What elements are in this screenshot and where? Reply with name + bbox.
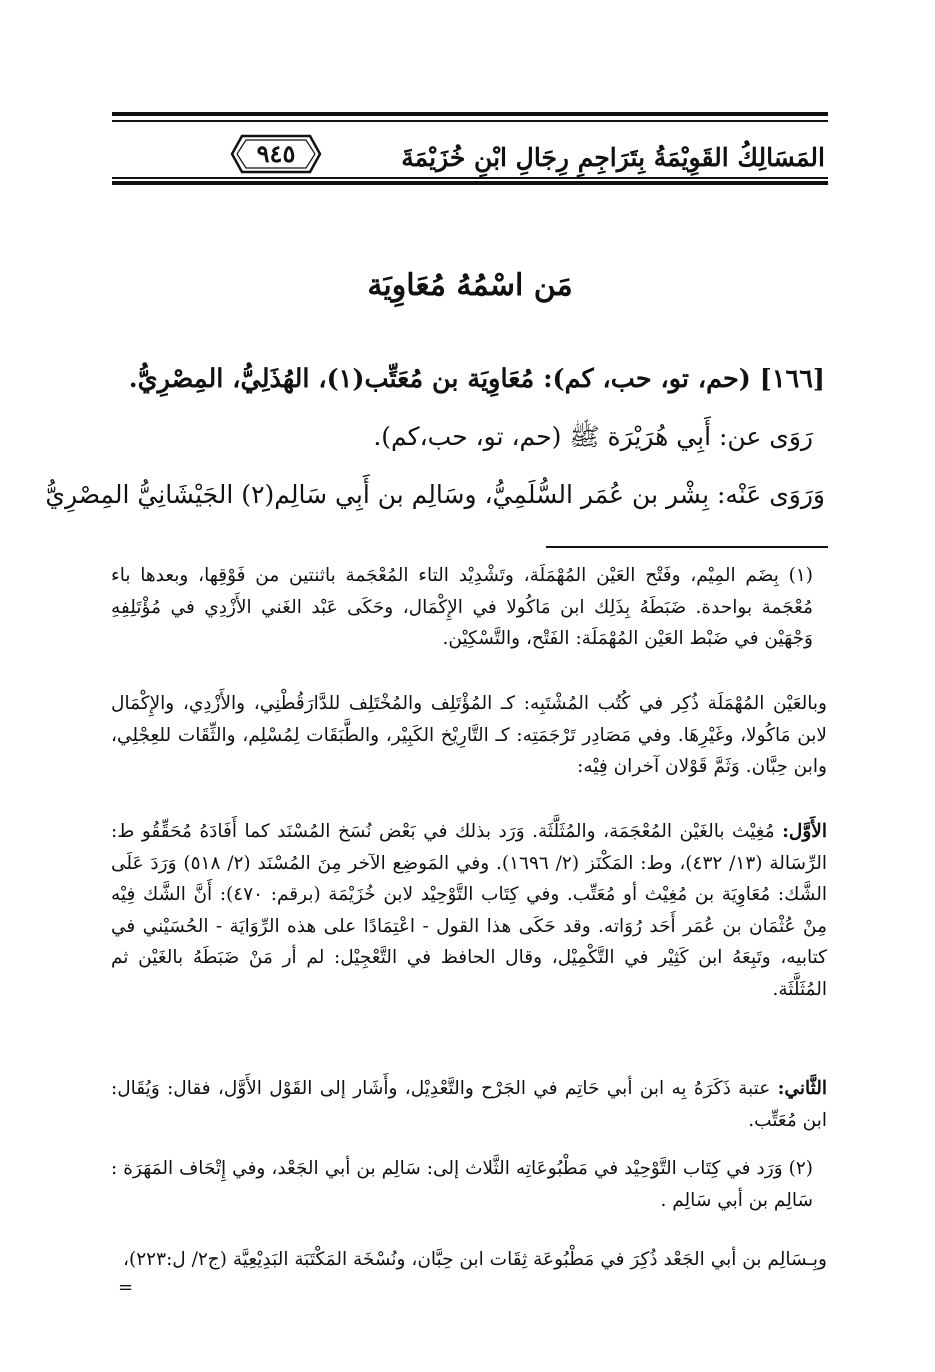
continuation-mark: = (118, 1277, 134, 1298)
section-title: مَن اسْمُهُ مُعَاوِيَة (367, 268, 573, 303)
header-rule-top-thick (112, 112, 828, 116)
footnote-1-part-4 (111, 1073, 827, 1136)
footnote-2-part-2 (111, 1244, 827, 1276)
footnote-label: الأَوَّل: (782, 821, 827, 842)
header-rule-top-thin (112, 120, 828, 122)
footnote-text: عتبة ذَكَرَهُ بِه ابن أبي حَاتِم في الجَرْح والتَّعْدِيْل، وأَشَار إلى القَوْل الأَوَّل، فقال: وَيُقَال: ابن مُعَتِّب. (111, 1078, 827, 1131)
footnote-separator (546, 546, 828, 548)
entry-narrated-by-line: وَرَوَى عَنْه: بِشْر بن عُمَر السُّلَمِيُّ، وسَالِم بن أَبِي سَالِم(٢) الجَيْشَانِيُّ المِصْرِيُّ (45, 480, 825, 509)
page-number: ٩٤٥ (256, 139, 296, 168)
header-rule-bottom-thick (112, 181, 828, 185)
footnote-text: وبالعَيْن المُهْمَلَة ذُكِر في كُتُب المُشْتَبِه: كـ المُؤْتَلِف والمُخْتَلِف للدَّارَقُطْنِي، والأَزْدِي، والإِكْمَال لابن مَاكُولا، وغَيْرِهَا. وفي مَصَادِر تَرْجَمَتِه: كـ التَّارِيْخ الكَبِيْر، والطَّبَقَات لِمُسْلِم، والثِّقَات للعِجْلِي، وابن حِبَّان. وَثَمَّ قَوْلان آخران فِيْه: (111, 693, 827, 777)
footnote-text: مُغِيْث بالغَيْن المُعْجَمَة، والمُثَلَّثَة. وَرَد بذلك في بَعْض نُسَخ المُسْنَد كما أَفَادَهُ مُحَقِّقُو ط: الرِّسَالة (١٣/ ٤٣٢)، وط: المَكْنَز (٢/ ١٦٩٦). وفي المَوضِع الآخر مِنَ المُسْنَد (٢/ ٥١٨) وَرَدَ عَلَى الشَّك: مُعَاوِيَة بن مُغِيْث أو مُعَتِّب. وفي كِتَاب التَّوْحِيْد لابن خُزَيْمَة (برقم: ٤٧٠): أَنَّ الشَّك فِيْه مِنْ عُثْمَان بن عُمَر أَحَد رُوَاته. وقد حَكَى هذا القول - اعْتِمَادًا على هذه الرِّوَايَة - الحُسَيْني في كتابيه، وتَبِعَهُ ابن كَثِيْر في التَّكْمِيْل، وقال الحافظ في التَّعْجِيْل: لم أر مَنْ ضَبَطَهُ بالغَيْن ثم المُثَلَّثَة. (111, 821, 828, 1000)
footnote-text: وبِـسَالِم بن أبي الجَعْد ذُكِرَ في مَطْبُوعَة ثِقَات ابن حِبَّان، ونُسْخَة المَكْتَبَة البَدِيْعِيَّة (ج٢/ ل:٢٢٣)، (123, 1249, 827, 1270)
footnote-2-part-1 (111, 1153, 827, 1216)
footnote-1-part-2 (111, 688, 827, 783)
book-title: المَسَالِكُ القَوِيْمَةُ بِتَرَاجِمِ رِجَالِ ابْنِ خُزَيْمَةَ (401, 143, 825, 172)
footnote-1-part-3 (111, 816, 827, 1005)
footnote-1-part-1 (111, 560, 827, 655)
page-number-badge (228, 132, 324, 176)
footnote-label: الثَّاني: (777, 1078, 827, 1099)
footnote-text: (١) بِضَم المِيْم، وفَتْح العَيْن المُهْمَلَة، وتَشْدِيْد التاء المُعْجَمة باثنتين من فَوْقِها، وبعدها باء مُعْجَمة بواحدة. ضَبَطَهُ بِذَلِك ابن مَاكُولا في الإِكْمَال، وحَكَى عَبْد الغَني الأَزْدِي في مُؤْتَلِفِهِ وَجْهَيْن في ضَبْط العَيْن المُهْمَلَة: الفَتْح، والتَّسْكِيْن. (111, 565, 813, 649)
entry-heading-line: [١٦٦] (حم، تو، حب، كم): مُعَاوِيَة بن مُعَتِّب(١)، الهُذَلِيُّ، المِصْرِيُّ. (128, 364, 825, 394)
footnote-text: (٢) وَرَد في كِتَاب التَّوْحِيْد في مَطْبُوعَاتِه الثَّلاث إلى: سَالِم بن أبي الجَعْد، وفي إِتْحَاف المَهَرَة : سَالِم بن أبي سَالِم . (111, 1158, 813, 1211)
entry-narrated-from-line: رَوَى عن: أَبِي هُرَيْرَة ﷺ (حم، تو، حب،كم). (373, 422, 813, 451)
